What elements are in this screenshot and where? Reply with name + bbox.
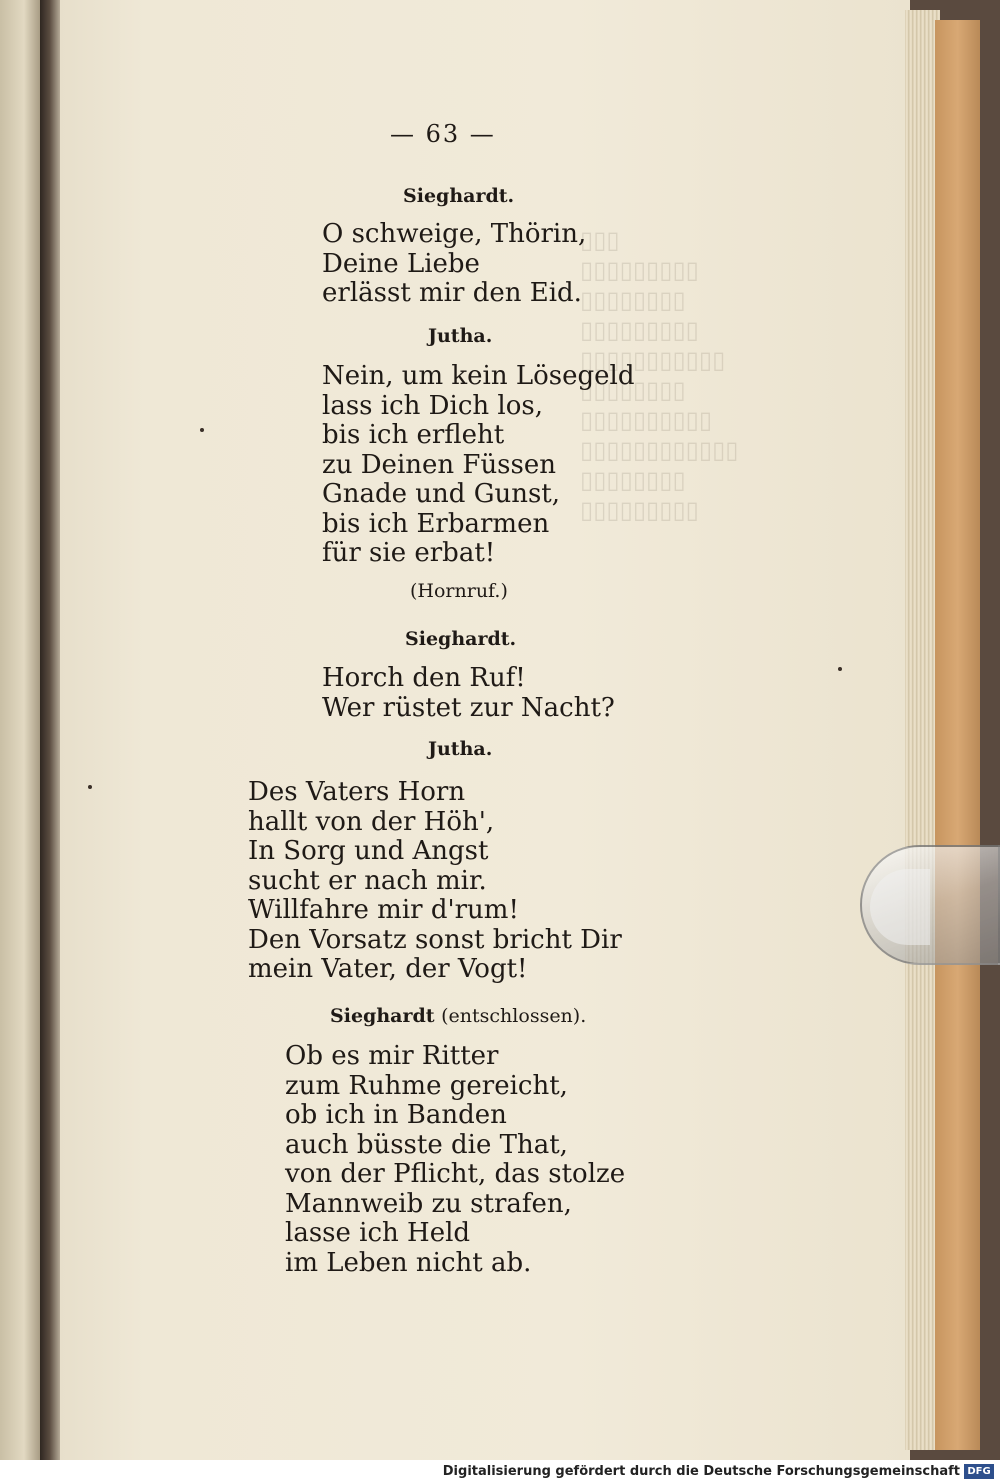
glass-page-clamp [860, 845, 1000, 965]
verse-block [322, 220, 586, 309]
show-through: ▯▯▯ ▯▯▯▯▯▯▯▯▯ ▯▯▯▯▯▯▯▯ ▯▯▯▯▯▯▯▯▯ ▯▯▯▯▯▯▯▯▯▯▯ ▯▯▯▯▯▯▯▯ ▯▯▯▯▯▯▯▯▯▯ ▯▯▯▯▯▯▯▯▯▯▯▯ ▯▯▯▯▯▯▯▯ ▯▯▯▯▯▯▯▯▯ [580, 226, 739, 524]
verse-block [322, 362, 635, 569]
verse-line: Den Vorsatz sonst bricht Dir [248, 924, 622, 955]
verse-line: lasse ich Held [285, 1218, 471, 1248]
speaker-heading: Jutha. [428, 325, 493, 347]
verse-line: erlässt mir den Eid. [322, 278, 582, 308]
page-number: — 63 — [390, 120, 496, 148]
verse-line: lass ich Dich los, [322, 390, 543, 421]
verse-line: sucht er nach mir. [248, 865, 487, 896]
paper-speck [838, 667, 842, 671]
dfg-logo: DFG [964, 1464, 994, 1479]
facing-page-edge [0, 0, 40, 1460]
verse-line: hallt von der Höh', [248, 806, 495, 837]
speaker-note: (entschlossen). [441, 1005, 587, 1027]
speaker-heading: Sieghardt. [403, 185, 515, 207]
verse-line: zu Deinen Füssen [322, 449, 556, 480]
verse-line: In Sorg und Angst [248, 836, 489, 866]
verse-line: Ob es mir Ritter [285, 1041, 499, 1071]
verse-line: bis ich erfleht [322, 420, 505, 450]
verse-line: für sie erbat! [322, 538, 496, 568]
footer-text: Digitalisierung gefördert durch die Deutsche Forschungsgemeinschaft [442, 1464, 960, 1479]
verse-line: Mannweib zu strafen, [285, 1188, 572, 1219]
speaker-heading [330, 1005, 586, 1027]
verse-line: im Leben nicht ab. [285, 1247, 532, 1278]
stage-direction: (Hornruf.) [410, 580, 508, 602]
verse-line: Gnade und Gunst, [322, 479, 561, 509]
verse-block [285, 1042, 625, 1278]
paper-speck [200, 428, 204, 432]
verse-line: Wer rüstet zur Nacht? [322, 692, 615, 723]
verse-line: mein Vater, der Vogt! [248, 954, 528, 984]
speaker-heading: Sieghardt. [405, 628, 517, 650]
speaker-name: Sieghardt [330, 1005, 435, 1027]
digitization-footer [0, 1460, 1000, 1484]
verse-line: zum Ruhme gereicht, [285, 1070, 568, 1101]
verse-line: O schweige, Thörin, [322, 219, 587, 249]
verse-line: Des Vaters Horn [248, 777, 466, 807]
verse-block [248, 778, 622, 985]
verse-line: Horch den Ruf! [322, 663, 526, 693]
verse-line: von der Pflicht, das stolze [285, 1159, 626, 1189]
verse-line: Deine Liebe [322, 248, 480, 279]
verse-line: Willfahre mir d'rum! [248, 895, 519, 925]
verse-line: auch büsste die That, [285, 1129, 568, 1160]
speaker-heading: Jutha. [428, 738, 493, 760]
verse-block [322, 664, 615, 723]
paper-speck [88, 785, 92, 789]
verse-line: bis ich Erbarmen [322, 508, 550, 539]
verse-line: Nein, um kein Lösegeld [322, 361, 635, 391]
book-cover-edge [935, 20, 980, 1450]
verse-line: ob ich in Banden [285, 1100, 507, 1130]
